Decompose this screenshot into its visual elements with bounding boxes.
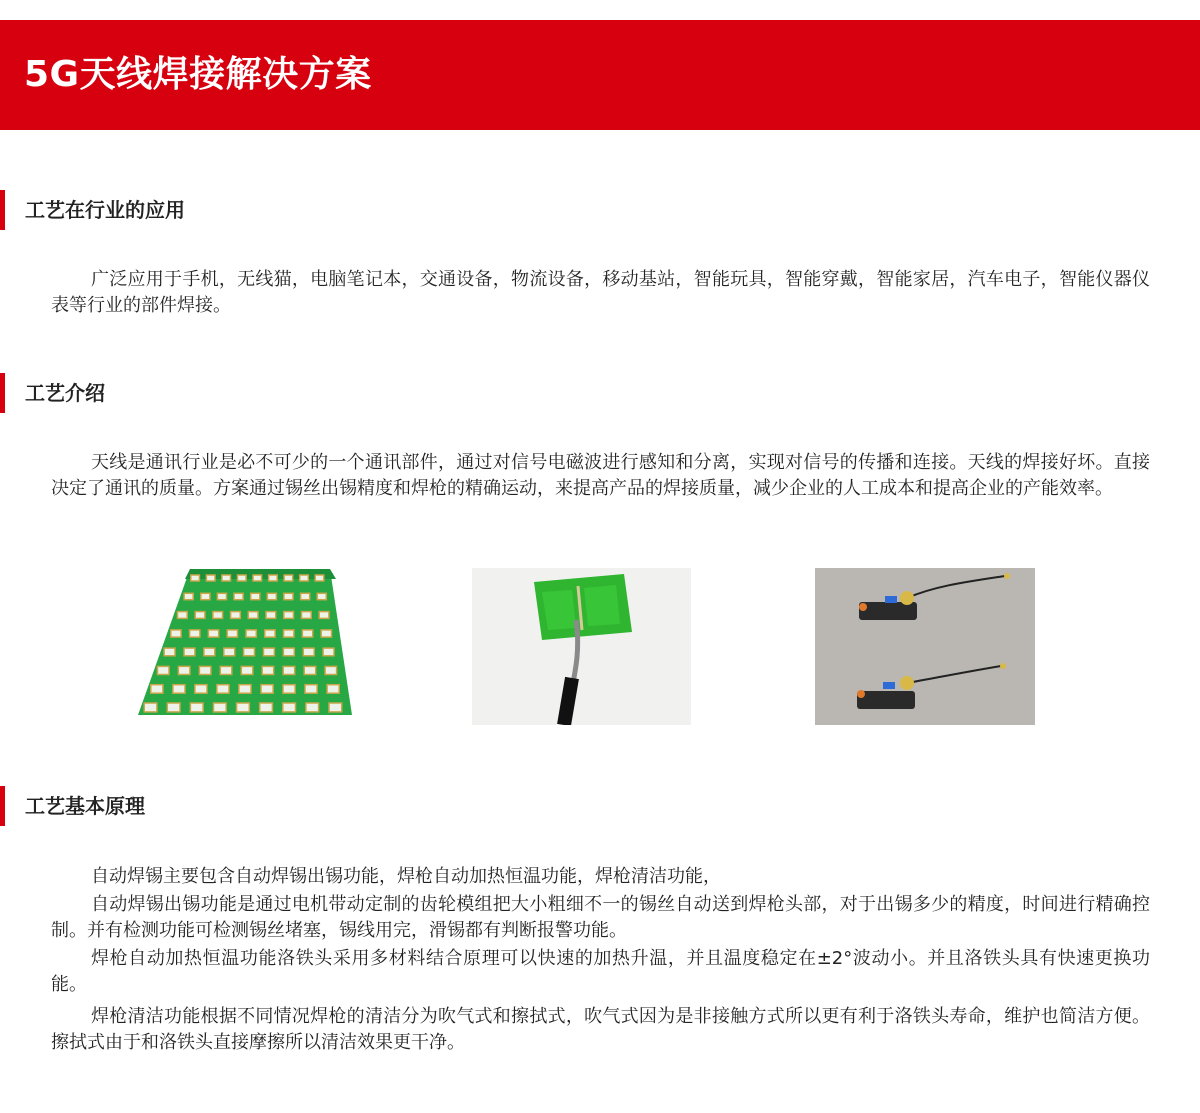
principle-paragraph: 自动焊锡主要包含自动焊锡出锡功能，焊枪自动加热恒温功能，焊枪清洁功能， xyxy=(91,866,721,887)
header-banner xyxy=(0,20,1200,130)
section-accent-bar xyxy=(0,786,5,826)
principle-paragraph: 焊枪清洁功能根据不同情况焊枪的清洁分为吹气式和擦拭式，吹气式因为是非接触方式所以更有利于洛铁头寿命，维护也简洁方便。擦拭式由于和洛铁头直接摩擦所以清洁效果更干净。 xyxy=(51,1006,1150,1053)
antenna-pcb-cable-photo xyxy=(472,568,691,725)
flexible-antenna-photo xyxy=(815,568,1035,725)
section-title: 工艺在行业的应用 xyxy=(25,198,185,222)
introduction-paragraph: 天线是通讯行业是必不可少的一个通讯部件，通过对信号电磁波进行感知和分离，实现对信号的传播和连接。天线的焊接好坏。直接决定了通讯的质量。方案通过锡丝出锡精度和焊枪的精确运动，来提高产品的焊接质量，减少企业的人工成本和提高企业的产能效率。 xyxy=(51,452,1150,499)
page-title: 5G天线焊接解决方案 xyxy=(24,54,372,95)
antenna-panel-array-photo xyxy=(130,565,360,720)
section-accent-bar xyxy=(0,190,5,230)
section-title: 工艺基本原理 xyxy=(25,794,145,818)
section-accent-bar xyxy=(0,373,5,413)
principle-paragraph: 自动焊锡出锡功能是通过电机带动定制的齿轮模组把大小粗细不一的锡丝自动送到焊枪头部，对于出锡多少的精度，时间进行精确控制。并有检测功能可检测锡丝堵塞，锡线用完，滑锡都有判断报警功能。 xyxy=(51,894,1150,941)
principle-paragraph: 焊枪自动加热恒温功能洛铁头采用多材料结合原理可以快速的加热升温，并且温度稳定在±2°波动小。并且洛铁头具有快速更换功能。 xyxy=(51,948,1150,995)
application-paragraph: 广泛应用于手机，无线猫，电脑笔记本，交通设备，物流设备，移动基站，智能玩具，智能穿戴，智能家居，汽车电子，智能仪器仪表等行业的部件焊接。 xyxy=(51,269,1150,316)
section-title: 工艺介绍 xyxy=(25,381,105,405)
